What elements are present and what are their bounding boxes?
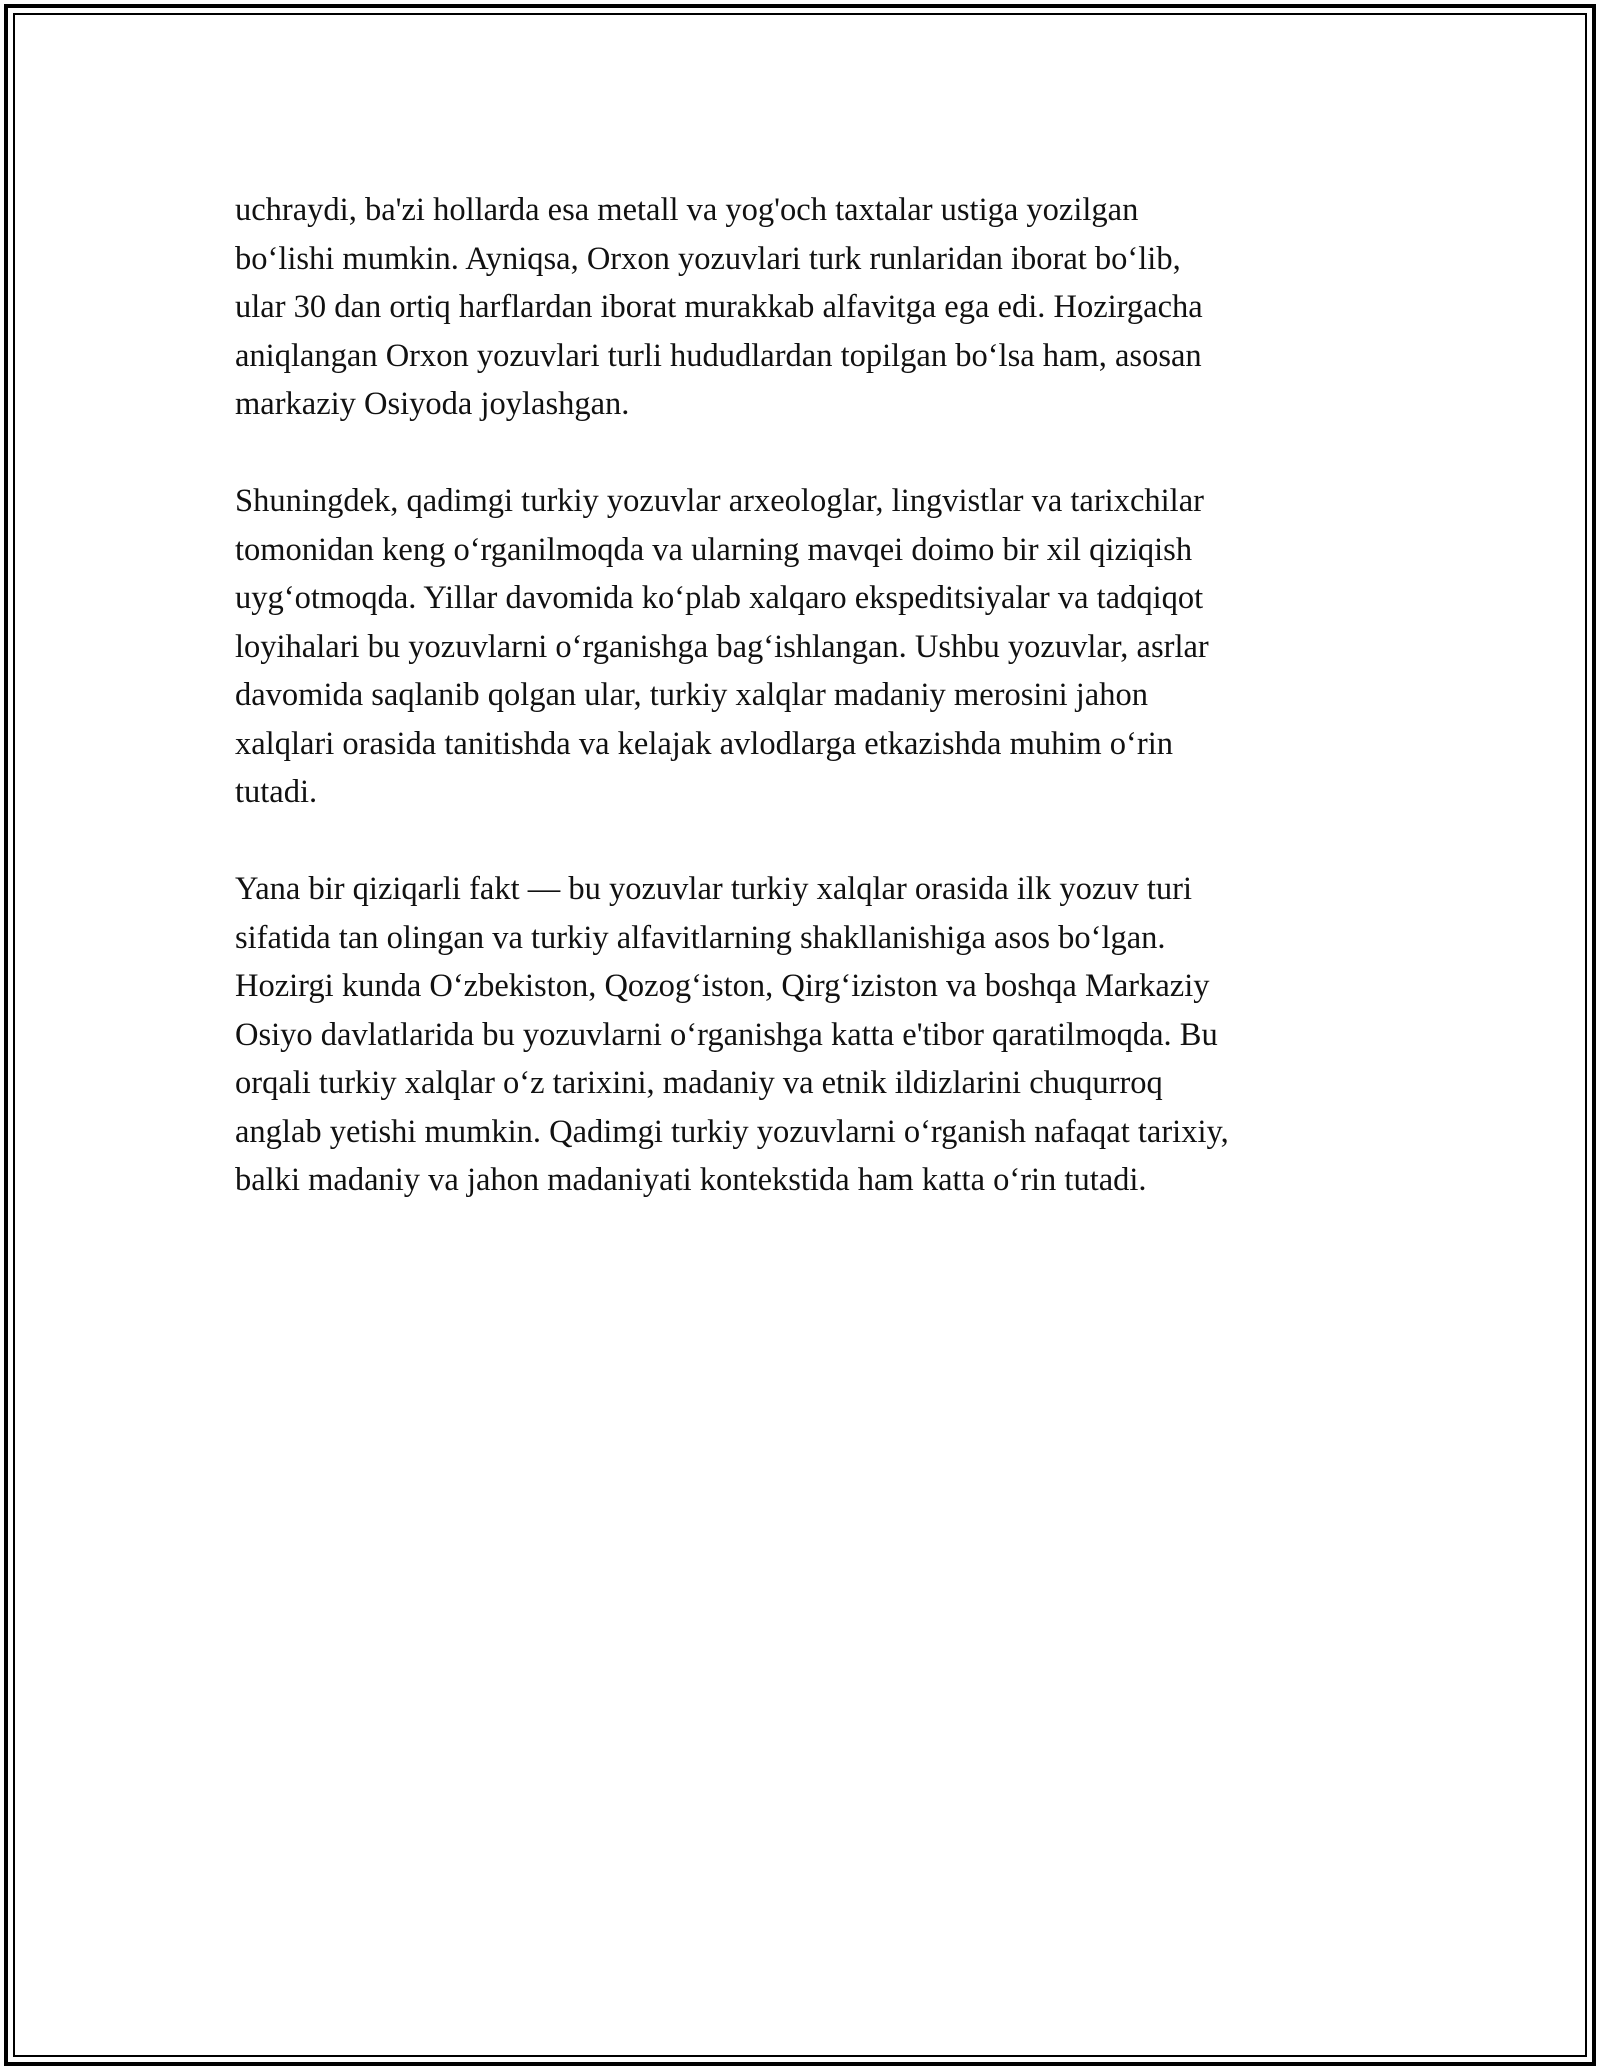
text-line: Shuningdek, qadimgi turkiy yozuvlar arxeologlar, lingvistlar va tarixchilar [235, 483, 1204, 519]
text-line: bo‘lishi mumkin. Ayniqsa, Orxon yozuvlari turk runlaridan iborat bo‘lib, [235, 240, 1181, 277]
text-line: aniqlangan Orxon yozuvlari turli hududlardan topilgan bo‘lsa ham, asosan [235, 337, 1202, 374]
text-line: Osiyo davlatlarida bu yozuvlarni o‘rganishga katta e'tibor qaratilmoqda. Bu [235, 1016, 1218, 1053]
text-line: sifatida tan olingan va turkiy alfavitlarning shakllanishiga asos bo‘lgan. [235, 919, 1166, 956]
paragraph-1 [235, 186, 1375, 429]
text-line: Yana bir qiziqarli fakt — bu yozuvlar turkiy xalqlar orasida ilk yozuv turi [235, 871, 1193, 907]
paragraph-2 [235, 477, 1375, 817]
text-line: anglab yetishi mumkin. Qadimgi turkiy yozuvlarni o‘rganish nafaqat tarixiy, [235, 1113, 1229, 1150]
text-line: xalqlari orasida tanitishda va kelajak avlodlarga etkazishda muhim o‘rin [235, 725, 1173, 762]
text-line: davomida saqlanib qolgan ular, turkiy xalqlar madaniy merosini jahon [235, 677, 1148, 713]
text-line: ular 30 dan ortiq harflardan iborat murakkab alfavitga ega edi. Hozirgacha [235, 289, 1203, 325]
text-line: markaziy Osiyoda joylashgan. [235, 386, 630, 422]
document-body [235, 186, 1375, 1253]
text-line: Hozirgi kunda O‘zbekiston, Qozog‘iston, Qirg‘iziston va boshqa Markaziy [235, 968, 1210, 1004]
text-line: uchraydi, ba'zi hollarda esa metall va yog'och taxtalar ustiga yozilgan [235, 192, 1139, 228]
text-line: tomonidan keng o‘rganilmoqda va ularning mavqei doimo bir xil qiziqish [235, 531, 1193, 568]
paragraph-3 [235, 865, 1375, 1205]
text-line: loyihalari bu yozuvlarni o‘rganishga bag‘ishlangan. Ushbu yozuvlar, asrlar [235, 628, 1209, 665]
text-line: orqali turkiy xalqlar o‘z tarixini, madaniy va etnik ildizlarini chuqurroq [235, 1065, 1163, 1101]
text-line: tutadi. [235, 774, 318, 810]
text-line: balki madaniy va jahon madaniyati kontekstida ham katta o‘rin tutadi. [235, 1162, 1147, 1198]
text-line: uyg‘otmoqda. Yillar davomida ko‘plab xalqaro ekspeditsiyalar va tadqiqot [235, 580, 1204, 616]
